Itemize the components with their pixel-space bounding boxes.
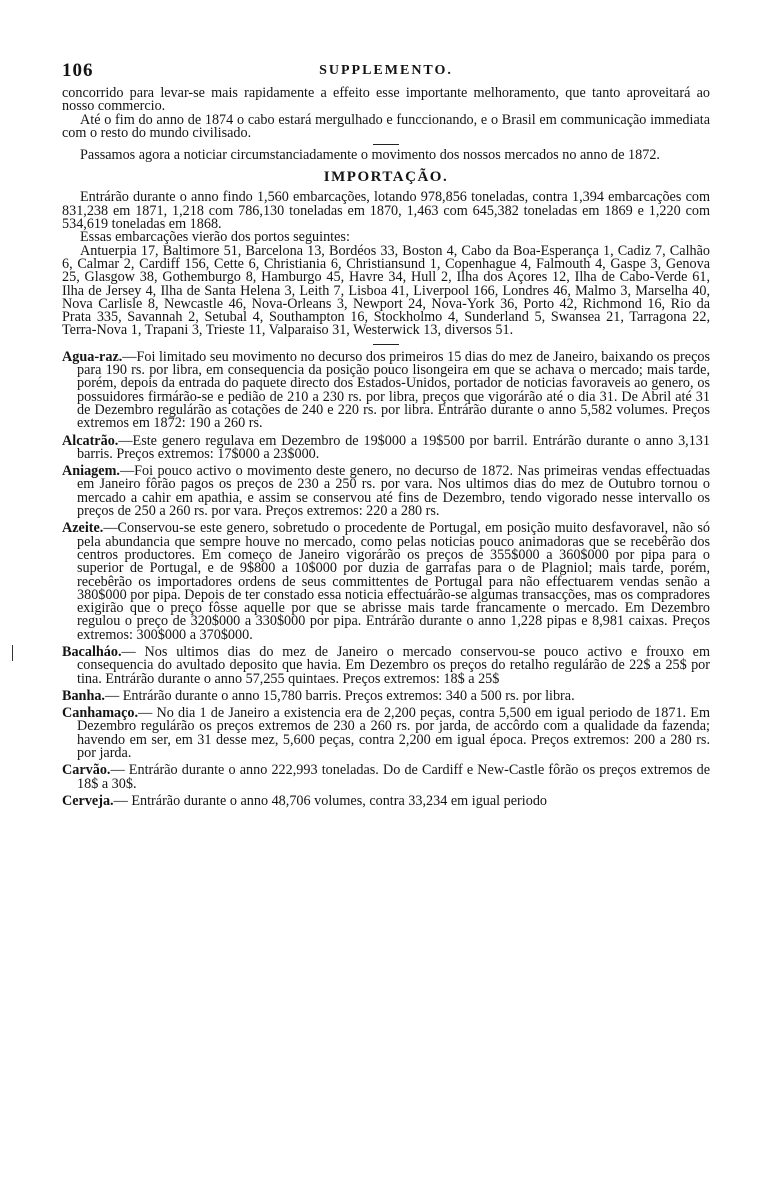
ports-list-paragraph: Antuerpia 17, Baltimore 51, Barcelona 13, Bordéos 33, Boston 4, Cabo da Boa-Esperança 1, Cadiz 7, Calhão 6, Calmar 2, Cardiff 156, Cette 6, Christiania 6, Christiansund 1, Copenhague 4, Falmouth 4, Gaspe 3, Genova 25, Glasgow 38, Gothemburgo 8, Hamburgo 45, Havre 34, Hull 2, Ilha dos Açores 12, Ilha de Cabo-Verde 61, Ilha de Jersey 4, Ilha de Santa Helena 3, Leith 7, Lisboa 41, Liverpool 166, Londres 46, Malmo 3, Marselha 40, Nova Carlisle 8, Newcastle 46, Nova-Orleans 3, Newport 24, Nova-York 36, Porto 42, Richmond 16, Rio da Prata 335, Savannah 2, Setubal 4, Southampton 16, Stockholmo 4, Sunderland 5, Swansea 21, Tarragona 22, Terra-Nova 1, Trapani 3, Trieste 11, Valparaiso 31, Westerwick 13, diversos 51.	[62, 242, 710, 339]
entry-text: —Este genero regulava em Dezembro de 19$000 a 19$500 por barril. Entrárão durante o anno 3,131 barris. Preços extremos: 17$000 a 23$000.	[77, 432, 710, 462]
entry-text: —Conservou-se este genero, sobretudo o procedente de Portugal, em posição muito desfavoravel, não só pela abundancia que sempre houve no mercado, como pelas noticias pouco animadoras que se recebêrão dos centros productores. Em começo de Janeiro vigorárão os preços de 355$000 a 360$000 por pipa para o superior de Portugal, e de 9$800 a 10$000 por duzia de garrafas para o de Plagniol; mais tarde, porém, recebêrão os importadores ordens de seus committentes de Portugal para não effectuarem vendas senão a 380$000 por pipa. Depois de ter constado essa noticia effectuárão-se algumas transacções, mas os compradores exigirão que o preço fôsse aquelle por que se abrisse mais tarde francamente o mercado. Em Dezembro regulou o preço de 320$000 a 330$000 por pipa. Entrárão durante o anno 1,228 pipas e 8,981 caixas. Preços extremos: 300$000 a 370$000.	[77, 520, 710, 643]
entry-term: Bacalháo.	[62, 643, 122, 660]
importacao-paragraph: Essas embarcações vierão dos portos seguintes:	[80, 229, 350, 246]
entry-canhamaco	[62, 707, 710, 760]
entry-azeite	[62, 522, 710, 642]
page-header	[62, 60, 710, 82]
entry-text: —Foi pouco activo o movimento deste genero, no decurso de 1872. Nas primeiras vendas effectuadas em Janeiro fôrão pagos os preços de 230 a 250 rs. por vara. Nos ultimos dias do mez de Outubro tornou o mercado a cahir em apathia, e assim se conservou até fins de Dezembro, tendo vigorado nesse intervallo os preços de 250 a 260 rs. por vara. Preços extremos: 220 a 280 rs.	[77, 463, 710, 520]
text-column	[62, 87, 710, 808]
entry-carvao	[62, 764, 710, 791]
separator-rule	[373, 344, 399, 345]
importacao-paragraph: Entrárão durante o anno findo 1,560 embarcações, lotando 978,856 toneladas, contra 1,394 embarcações com 831,238 em 1871, 1,218 com 786,130 toneladas em 1870, 1,463 com 645,382 toneladas em 1869 e 1,220 com 534,619 toneladas em 1868.	[62, 189, 710, 233]
entry-agua-raz	[62, 348, 710, 432]
intro-paragraph: Passamos agora a noticiar circumstanciadamente o movimento dos nossos mercados no anno de 1872.	[80, 147, 660, 164]
entry-term: Canhamaço.	[62, 705, 139, 722]
intro-paragraph: concorrido para levar-se mais rapidamente a effeito esse importante melhoramento, que tanto aproveitará ao nosso commercio.	[62, 85, 710, 115]
running-title: SUPPLEMENTO.	[319, 63, 453, 78]
margin-mark	[12, 645, 13, 661]
entry-term: Banha.	[62, 687, 105, 704]
entry-term: Aniagem.	[62, 463, 120, 480]
entry-term: Alcatrão.	[62, 432, 119, 449]
entry-text: — Nos ultimos dias do mez de Janeiro o mercado conservou-se pouco activo e frouxo em consequencia do avultado deposito que havia. Em Dezembro os preços do retalho regulárão de 22$ a 25$ por tina. Entrárão durante o anno 57,255 quintaes. Preços extremos: 18$ a 25$	[77, 643, 710, 687]
intro-paragraph: Até o fim do anno de 1874 o cabo estará mergulhado e funccionando, e o Brasil em communicação immediata com o resto do mundo civilisado.	[62, 111, 710, 141]
entry-term: Carvão.	[62, 762, 111, 779]
entry-term: Agua-raz.	[62, 348, 123, 365]
entry-text: — No dia 1 de Janeiro a existencia era de 2,200 peças, contra 5,500 em igual periodo de 1871. Em Dezembro regulárão os preços extremos de 230 a 260 rs. por jarda, de accôrdo com a qualidade da fazenda; havendo em ser, em 31 desse mez, 5,600 peças, contra 2,200 em igual época. Preços extremos: 200 a 280 rs. por jarda.	[77, 705, 710, 762]
entry-aniagem	[62, 465, 710, 518]
entry-text: — Entrárão durante o anno 48,706 volumes, contra 33,234 em igual periodo	[113, 792, 548, 809]
entry-text: —Foi limitado seu movimento no decurso dos primeiros 15 dias do mez de Janeiro, baixando os preços para 190 rs. por libra, em consequencia da posição pouco lisongeira em que se achava o mercado; mais tarde, porém, depois da entrada do paquete directo dos Estados-Unidos, portador de noticias favoraveis ao genero, os possuidores firmárão-se e pedião de 210 a 230 rs. por libra, preços que vigorárão até o dia 31. De Abril até 31 de Dezembro regulárão as cotações de 240 e 220 rs. por libra. Entrárão durante o anno 5,582 volumes. Preços extremos em 1872: 190 a 260 rs.	[77, 348, 710, 432]
page-number: 106	[62, 60, 94, 81]
entry-term: Cerveja.	[62, 792, 114, 809]
entry-text: — Entrárão durante o anno 15,780 barris. Preços extremos: 340 a 500 rs. por libra.	[104, 687, 575, 704]
entry-bacalhao	[62, 643, 710, 687]
entry-banha	[62, 687, 710, 704]
entry-term: Azeite.	[62, 520, 104, 537]
entry-alcatrao	[62, 432, 710, 462]
entry-text: — Entrárão durante o anno 222,993 toneladas. Do de Cardiff e New-Castle fôrão os preços extremos de 18$ a 30$.	[77, 762, 710, 792]
separator-rule	[373, 144, 399, 145]
section-heading: IMPORTAÇÃO.	[323, 169, 449, 186]
entry-cerveja	[62, 792, 710, 809]
